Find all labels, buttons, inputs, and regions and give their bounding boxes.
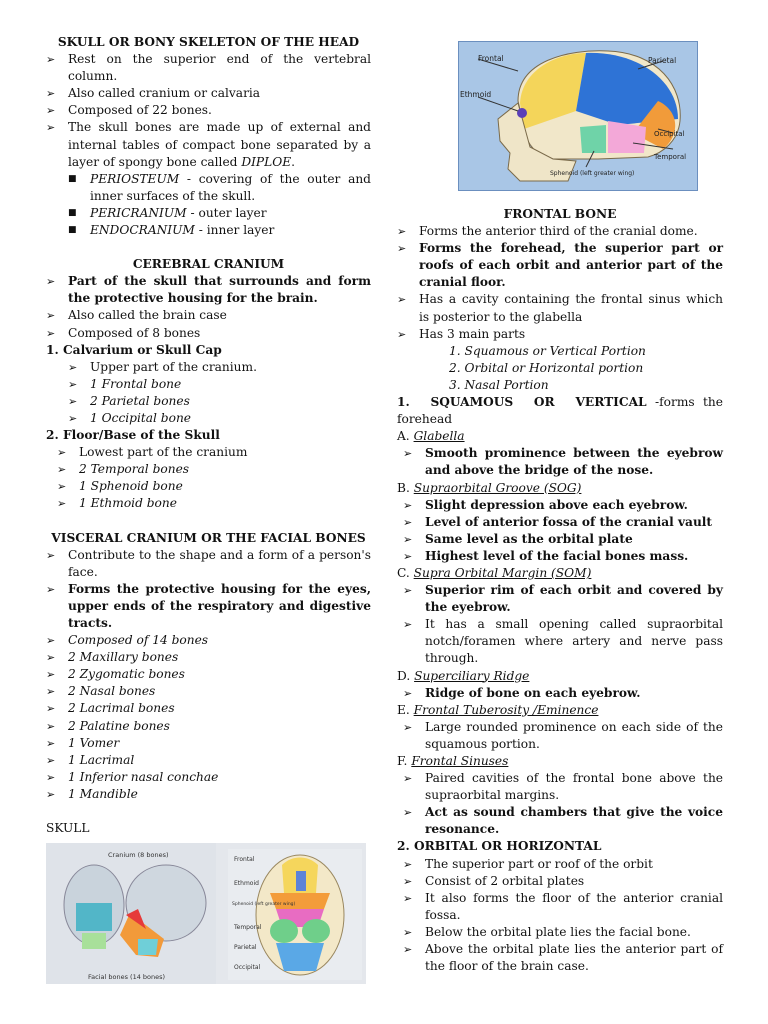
- list-item: ➢ Highest level of the facial bones mass.: [397, 548, 723, 565]
- arrow-bullet-icon: ➢: [403, 515, 413, 529]
- arrow-bullet-icon: ➢: [403, 874, 413, 888]
- arrow-bullet-icon: ➢: [46, 787, 56, 801]
- arrow-bullet-icon: ➢: [397, 327, 407, 341]
- arrow-bullet-icon: ➢: [403, 772, 413, 786]
- arrow-bullet-icon: ➢: [403, 943, 413, 957]
- label-cranium: Cranium (8 bones): [108, 851, 169, 859]
- arrow-bullet-icon: ➢: [46, 634, 56, 648]
- arrow-bullet-icon: ➢: [46, 53, 56, 67]
- arrow-bullet-icon: ➢: [403, 447, 413, 461]
- left-column: [46, 34, 371, 837]
- list-item: ➢ Superior rim of each orbit and covered by the eyebrow.: [397, 582, 723, 616]
- arrow-bullet-icon: ➢: [57, 480, 67, 494]
- arrow-bullet-icon: ➢: [46, 548, 56, 562]
- arrow-bullet-icon: ➢: [397, 293, 407, 307]
- arrow-bullet-icon: ➢: [46, 668, 56, 682]
- arrow-bullet-icon: ➢: [46, 104, 56, 118]
- list-item: ➢ It has a small opening called supraorbital notch/foramen where artery and nerve pass through.: [397, 616, 723, 667]
- label-ethmoid: Ethmoid: [460, 90, 492, 99]
- label-occipital-2: Occipital: [234, 964, 261, 971]
- arrow-bullet-icon: ➢: [403, 532, 413, 546]
- part-item: 2. Orbital or Horizontal portion: [449, 360, 644, 375]
- list-item: ➢ Forms the anterior third of the cranial dome.: [397, 223, 723, 240]
- list-item: ➢ Paired cavities of the frontal bone above the supraorbital margins.: [397, 770, 723, 804]
- list-item: ➢ Smooth prominence between the eyebrow and above the bridge of the nose.: [397, 445, 723, 479]
- label-temporal: Temporal: [654, 153, 687, 161]
- subsection-f: F. Frontal Sinuses: [397, 754, 509, 768]
- list-item: ➢ Also called the brain case: [46, 307, 371, 324]
- subsection-b: B. Supraorbital Groove (SOG): [397, 480, 582, 495]
- calvarium-heading: 1. Calvarium or Skull Cap: [46, 342, 222, 357]
- list-item: ➢ Has a cavity containing the frontal sinus which is posterior to the glabella: [397, 291, 723, 325]
- list-item: ➢ The skull bones are made up of external and internal tables of compact bone separated by a layer of spongy bone called DIPLOE.: [46, 119, 371, 170]
- arrow-bullet-icon: ➢: [403, 618, 413, 632]
- floor-heading: 2. Floor/Base of the Skull: [46, 428, 220, 443]
- list-item: ➢ 1 Vomer: [46, 735, 371, 752]
- list-item: ➢ 2 Zygomatic bones: [46, 666, 371, 683]
- arrow-bullet-icon: ➢: [46, 651, 56, 665]
- list-item: ➢ Lowest part of the cranium: [46, 444, 371, 461]
- list-item: ➢ Composed of 8 bones: [46, 325, 371, 342]
- arrow-bullet-icon: ➢: [46, 719, 56, 733]
- list-item: ➢ 1 Frontal bone: [46, 376, 371, 393]
- label-parietal-2: Parietal: [234, 944, 257, 951]
- list-item: ➢ Ridge of bone on each eyebrow.: [397, 685, 723, 702]
- part-item: 3. Nasal Portion: [449, 377, 549, 392]
- arrow-bullet-icon: ➢: [46, 326, 56, 340]
- arrow-bullet-icon: ➢: [46, 87, 56, 101]
- list-item: ➢ The superior part or roof of the orbit: [397, 856, 723, 873]
- list-item: ➢ Forms the forehead, the superior part or roofs of each orbit and anterior part of the cranial floor.: [397, 240, 723, 291]
- orbital-heading: 2. ORBITAL OR HORIZONTAL: [397, 839, 602, 854]
- subsection-a: A. Glabella: [397, 429, 465, 444]
- label-temporal-2: Temporal: [234, 924, 262, 931]
- label-sphenoid-2: Sphenoid (left greater wing): [232, 902, 296, 907]
- lateral-skull-diagram: [458, 41, 698, 191]
- arrow-bullet-icon: ➢: [403, 549, 413, 563]
- arrow-bullet-icon: ➢: [46, 770, 56, 784]
- list-item: ➢ 2 Maxillary bones: [46, 649, 371, 666]
- arrow-bullet-icon: ➢: [46, 275, 56, 289]
- list-item: ➢ 1 Ethmoid bone: [46, 495, 371, 512]
- label-parietal: Parietal: [648, 56, 677, 65]
- skull-figure: [46, 843, 366, 984]
- arrow-bullet-icon: ➢: [46, 309, 56, 323]
- subsection-c: C. Supra Orbital Margin (SOM): [397, 565, 592, 580]
- lateral-skull-figure: [458, 41, 698, 191]
- sub-list-item: ■ PERIOSTEUM - covering of the outer and inner surfaces of the skull.: [46, 171, 371, 205]
- list-item: ➢ 1 Inferior nasal conchae: [46, 769, 371, 786]
- arrow-bullet-icon: ➢: [46, 702, 56, 716]
- label-facial-bones: Facial bones (14 bones): [88, 973, 166, 981]
- skull-label: SKULL: [46, 821, 90, 836]
- list-item: ➢ 2 Temporal bones: [46, 461, 371, 478]
- sub-list-item: ■ ENDOCRANIUM - inner layer: [46, 222, 371, 239]
- arrow-bullet-icon: ➢: [403, 686, 413, 700]
- list-item: ➢ 1 Lacrimal: [46, 752, 371, 769]
- cerebral-title: CEREBRAL CRANIUM: [132, 257, 285, 272]
- list-item: ➢ Forms the protective housing for the eyes, upper ends of the respiratory and digestive tracts.: [46, 581, 371, 632]
- arrow-bullet-icon: ➢: [46, 121, 56, 135]
- list-item: ➢ Part of the skull that surrounds and form the protective housing for the brain.: [46, 273, 371, 307]
- subsection-e: E. Frontal Tuberosity /Eminence: [397, 702, 599, 717]
- list-item: ➢ Above the orbital plate lies the anterior part of the floor of the brain case.: [397, 941, 723, 975]
- arrow-bullet-icon: ➢: [397, 225, 407, 239]
- list-item: ➢ 2 Nasal bones: [46, 683, 371, 700]
- list-item: ➢ Composed of 22 bones.: [46, 102, 371, 119]
- arrow-bullet-icon: ➢: [403, 584, 413, 598]
- arrow-bullet-icon: ➢: [68, 394, 78, 408]
- list-item: ➢ 1 Mandible: [46, 786, 371, 803]
- arrow-bullet-icon: ➢: [46, 736, 56, 750]
- list-item: ➢ 2 Lacrimal bones: [46, 700, 371, 717]
- arrow-bullet-icon: ➢: [68, 411, 78, 425]
- frontal-title: FRONTAL BONE: [503, 207, 617, 221]
- label-ethmoid-2: Ethmoid: [234, 880, 259, 887]
- arrow-bullet-icon: ➢: [57, 463, 67, 477]
- arrow-bullet-icon: ➢: [403, 720, 413, 734]
- list-item: ➢ Consist of 2 orbital plates: [397, 873, 723, 890]
- list-item: ➢ It also forms the floor of the anterior cranial fossa.: [397, 890, 723, 924]
- visceral-title: VISCERAL CRANIUM OR THE FACIAL BONES: [51, 530, 366, 545]
- arrow-bullet-icon: ➢: [397, 242, 407, 256]
- list-item: ➢ Large rounded prominence on each side of the squamous portion.: [397, 719, 723, 753]
- list-item: ➢ Rest on the superior end of the vertebral column.: [46, 51, 371, 85]
- list-item: ➢ Same level as the orbital plate: [397, 531, 723, 548]
- label-sphenoid: Sphenoid (left greater wing): [550, 170, 635, 177]
- square-bullet-icon: ■: [68, 207, 77, 218]
- arrow-bullet-icon: ➢: [403, 925, 413, 939]
- list-item: ➢ Slight depression above each eyebrow.: [397, 497, 723, 514]
- list-item: ➢ 1 Occipital bone: [46, 410, 371, 427]
- list-item: ➢ Act as sound chambers that give the voice resonance.: [397, 804, 723, 838]
- label-occipital: Occipital: [654, 130, 685, 138]
- list-item: ➢ Below the orbital plate lies the facial bone.: [397, 924, 723, 941]
- right-column: [397, 206, 723, 975]
- list-item: ➢ 2 Parietal bones: [46, 393, 371, 410]
- arrow-bullet-icon: ➢: [46, 753, 56, 767]
- label-frontal-2: Frontal: [234, 856, 255, 863]
- squamous-heading: 1. SQUAMOUS OR VERTICAL -forms the forehead: [397, 395, 723, 427]
- arrow-bullet-icon: ➢: [57, 446, 67, 460]
- label-frontal: Frontal: [478, 54, 504, 63]
- skull-title: SKULL OR BONY SKELETON OF THE HEAD: [57, 35, 360, 49]
- sub-list-item: ■ PERICRANIUM - outer layer: [46, 205, 371, 222]
- list-item: ➢ Contribute to the shape and a form of a person's face.: [46, 547, 371, 581]
- arrow-bullet-icon: ➢: [403, 891, 413, 905]
- list-item: ➢ Level of anterior fossa of the cranial vault: [397, 514, 723, 531]
- arrow-bullet-icon: ➢: [46, 582, 56, 596]
- arrow-bullet-icon: ➢: [403, 857, 413, 871]
- arrow-bullet-icon: ➢: [57, 497, 67, 511]
- list-item: ➢ Upper part of the cranium.: [46, 359, 371, 376]
- skull-views-diagram: [46, 843, 366, 984]
- arrow-bullet-icon: ➢: [46, 685, 56, 699]
- arrow-bullet-icon: ➢: [68, 360, 78, 374]
- arrow-bullet-icon: ➢: [403, 806, 413, 820]
- square-bullet-icon: ■: [68, 225, 77, 236]
- list-item: ➢ Has 3 main parts: [397, 326, 723, 343]
- list-item: ➢ Composed of 14 bones: [46, 632, 371, 649]
- square-bullet-icon: ■: [68, 173, 77, 184]
- arrow-bullet-icon: ➢: [403, 498, 413, 512]
- arrow-bullet-icon: ➢: [68, 377, 78, 391]
- list-item: ➢ Also called cranium or calvaria: [46, 85, 371, 102]
- list-item: ➢ 1 Sphenoid bone: [46, 478, 371, 495]
- list-item: ➢ 2 Palatine bones: [46, 718, 371, 735]
- part-item: 1. Squamous or Vertical Portion: [449, 343, 646, 358]
- subsection-d: D. Superciliary Ridge: [397, 668, 530, 683]
